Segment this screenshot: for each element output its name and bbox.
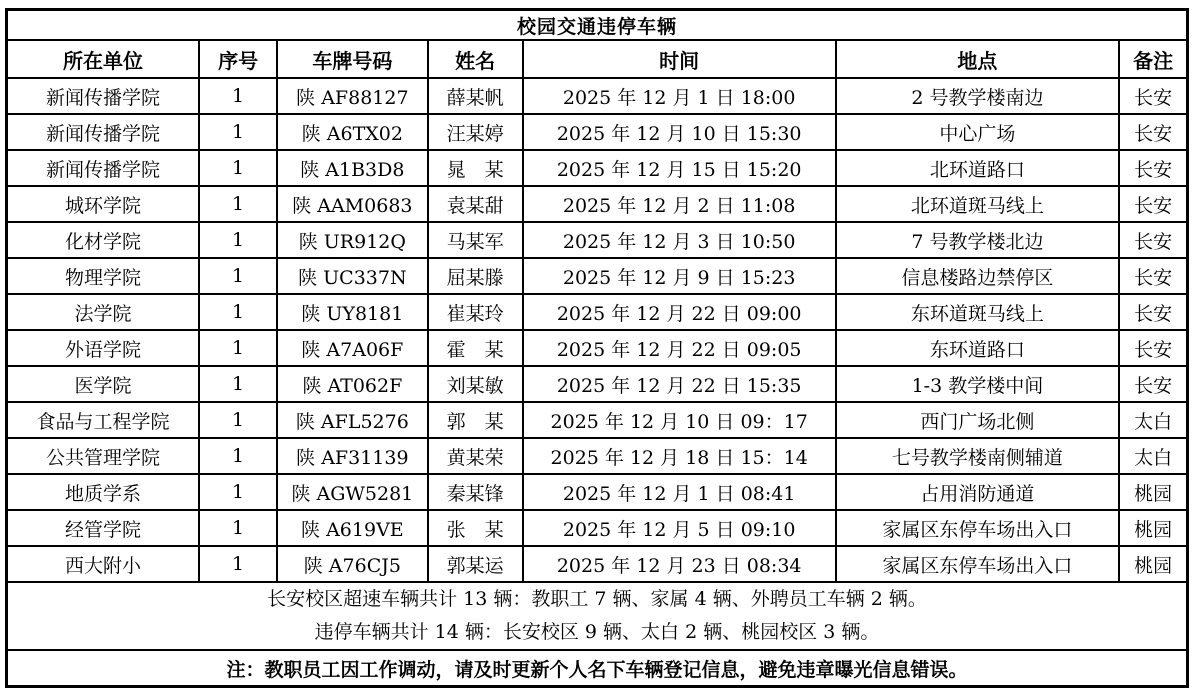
cell-remark: 长安 xyxy=(1119,78,1187,114)
document-sheet xyxy=(5,8,1189,688)
note-text: 注：教职员工因工作调动，请及时更新个人名下车辆登记信息，避免违章曝光信息错误。 xyxy=(7,650,1188,687)
cell-serial: 1 xyxy=(199,366,277,402)
cell-time: 2025 年 12 月 15 日 15:20 xyxy=(523,150,836,186)
cell-unit: 医学院 xyxy=(7,366,199,402)
cell-time: 2025 年 12 月 5 日 09:10 xyxy=(523,510,836,546)
cell-serial: 1 xyxy=(199,510,277,546)
cell-serial: 1 xyxy=(199,258,277,294)
cell-unit: 物理学院 xyxy=(7,258,199,294)
cell-remark: 长安 xyxy=(1119,114,1187,150)
table-row xyxy=(7,438,1188,474)
cell-location: 西门广场北侧 xyxy=(836,402,1120,438)
cell-serial: 1 xyxy=(199,546,277,582)
cell-name: 薛某帆 xyxy=(428,78,523,114)
page-title: 校园交通违停车辆 xyxy=(7,10,1188,41)
cell-remark: 长安 xyxy=(1119,186,1187,222)
cell-plate: 陕 A76CJ5 xyxy=(277,546,427,582)
cell-unit: 城环学院 xyxy=(7,186,199,222)
cell-remark: 长安 xyxy=(1119,294,1187,330)
cell-name: 屈某滕 xyxy=(428,258,523,294)
cell-unit: 新闻传播学院 xyxy=(7,78,199,114)
cell-plate: 陕 UR912Q xyxy=(277,222,427,258)
table-row xyxy=(7,186,1188,222)
cell-location: 七号教学楼南侧辅道 xyxy=(836,438,1120,474)
table-row xyxy=(7,510,1188,546)
cell-unit: 地质学系 xyxy=(7,474,199,510)
cell-name: 黄某荣 xyxy=(428,438,523,474)
cell-plate: 陕 AT062F xyxy=(277,366,427,402)
cell-location: 2 号教学楼南边 xyxy=(836,78,1120,114)
cell-name: 汪某婷 xyxy=(428,114,523,150)
cell-serial: 1 xyxy=(199,474,277,510)
cell-name: 晁 某 xyxy=(428,150,523,186)
table-row xyxy=(7,150,1188,186)
cell-unit: 经管学院 xyxy=(7,510,199,546)
cell-remark: 桃园 xyxy=(1119,510,1187,546)
violation-table xyxy=(5,8,1189,688)
cell-remark: 桃园 xyxy=(1119,546,1187,582)
cell-remark: 长安 xyxy=(1119,330,1187,366)
table-body xyxy=(7,10,1188,687)
column-header-location: 地点 xyxy=(836,40,1120,78)
cell-location: 1-3 教学楼中间 xyxy=(836,366,1120,402)
table-row xyxy=(7,114,1188,150)
cell-time: 2025 年 12 月 10 日 09：17 xyxy=(523,402,836,438)
cell-time: 2025 年 12 月 22 日 15:35 xyxy=(523,366,836,402)
table-row xyxy=(7,294,1188,330)
cell-plate: 陕 AFL5276 xyxy=(277,402,427,438)
cell-plate: 陕 AAM0683 xyxy=(277,186,427,222)
cell-serial: 1 xyxy=(199,150,277,186)
table-row xyxy=(7,330,1188,366)
column-header-unit: 所在单位 xyxy=(7,40,199,78)
table-row xyxy=(7,402,1188,438)
cell-time: 2025 年 12 月 18 日 15：14 xyxy=(523,438,836,474)
cell-location: 家属区东停车场出入口 xyxy=(836,510,1120,546)
cell-serial: 1 xyxy=(199,78,277,114)
cell-unit: 西大附小 xyxy=(7,546,199,582)
summary-line-parking: 违停车辆共计 14 辆：长安校区 9 辆、太白 2 辆、桃园校区 3 辆。 xyxy=(314,621,880,643)
cell-remark: 长安 xyxy=(1119,366,1187,402)
cell-location: 占用消防通道 xyxy=(836,474,1120,510)
column-header-serial: 序号 xyxy=(199,40,277,78)
table-row xyxy=(7,366,1188,402)
summary-cell xyxy=(7,582,1188,650)
cell-plate: 陕 UY8181 xyxy=(277,294,427,330)
table-row xyxy=(7,78,1188,114)
cell-plate: 陕 A6TX02 xyxy=(277,114,427,150)
cell-name: 崔某玲 xyxy=(428,294,523,330)
cell-location: 家属区东停车场出入口 xyxy=(836,546,1120,582)
cell-name: 马某军 xyxy=(428,222,523,258)
cell-plate: 陕 A1B3D8 xyxy=(277,150,427,186)
cell-time: 2025 年 12 月 23 日 08:34 xyxy=(523,546,836,582)
cell-time: 2025 年 12 月 10 日 15:30 xyxy=(523,114,836,150)
cell-plate: 陕 UC337N xyxy=(277,258,427,294)
cell-location: 信息楼路边禁停区 xyxy=(836,258,1120,294)
cell-plate: 陕 AF88127 xyxy=(277,78,427,114)
cell-name: 秦某锋 xyxy=(428,474,523,510)
column-header-remark: 备注 xyxy=(1119,40,1187,78)
cell-serial: 1 xyxy=(199,294,277,330)
column-header-plate: 车牌号码 xyxy=(277,40,427,78)
cell-time: 2025 年 12 月 22 日 09:05 xyxy=(523,330,836,366)
cell-name: 张 某 xyxy=(428,510,523,546)
cell-name: 刘某敏 xyxy=(428,366,523,402)
table-row xyxy=(7,474,1188,510)
cell-plate: 陕 AF31139 xyxy=(277,438,427,474)
cell-unit: 公共管理学院 xyxy=(7,438,199,474)
table-row xyxy=(7,222,1188,258)
cell-name: 郭某运 xyxy=(428,546,523,582)
cell-location: 北环道斑马线上 xyxy=(836,186,1120,222)
cell-time: 2025 年 12 月 1 日 18:00 xyxy=(523,78,836,114)
cell-plate: 陕 AGW5281 xyxy=(277,474,427,510)
cell-time: 2025 年 12 月 1 日 08:41 xyxy=(523,474,836,510)
cell-unit: 法学院 xyxy=(7,294,199,330)
table-row xyxy=(7,258,1188,294)
cell-unit: 新闻传播学院 xyxy=(7,114,199,150)
cell-serial: 1 xyxy=(199,402,277,438)
column-header-time: 时间 xyxy=(523,40,836,78)
cell-location: 北环道路口 xyxy=(836,150,1120,186)
cell-remark: 长安 xyxy=(1119,222,1187,258)
cell-location: 东环道斑马线上 xyxy=(836,294,1120,330)
cell-location: 中心广场 xyxy=(836,114,1120,150)
cell-time: 2025 年 12 月 3 日 10:50 xyxy=(523,222,836,258)
cell-unit: 化材学院 xyxy=(7,222,199,258)
cell-remark: 太白 xyxy=(1119,438,1187,474)
cell-serial: 1 xyxy=(199,114,277,150)
cell-name: 袁某甜 xyxy=(428,186,523,222)
cell-unit: 食品与工程学院 xyxy=(7,402,199,438)
cell-unit: 外语学院 xyxy=(7,330,199,366)
cell-time: 2025 年 12 月 22 日 09:00 xyxy=(523,294,836,330)
cell-remark: 桃园 xyxy=(1119,474,1187,510)
cell-remark: 太白 xyxy=(1119,402,1187,438)
cell-time: 2025 年 12 月 9 日 15:23 xyxy=(523,258,836,294)
note-row xyxy=(7,650,1188,687)
cell-location: 7 号教学楼北边 xyxy=(836,222,1120,258)
column-header-name: 姓名 xyxy=(428,40,523,78)
cell-name: 霍 某 xyxy=(428,330,523,366)
cell-remark: 长安 xyxy=(1119,150,1187,186)
cell-serial: 1 xyxy=(199,438,277,474)
title-row xyxy=(7,10,1188,41)
cell-unit: 新闻传播学院 xyxy=(7,150,199,186)
cell-plate: 陕 A619VE xyxy=(277,510,427,546)
cell-time: 2025 年 12 月 2 日 11:08 xyxy=(523,186,836,222)
cell-serial: 1 xyxy=(199,330,277,366)
header-row xyxy=(7,40,1188,78)
summary-line-speeding: 长安校区超速车辆共计 13 辆：教职工 7 辆、家属 4 辆、外聘员工车辆 2 辆。 xyxy=(267,588,927,610)
cell-name: 郭 某 xyxy=(428,402,523,438)
cell-remark: 长安 xyxy=(1119,258,1187,294)
table-row xyxy=(7,546,1188,582)
cell-location: 东环道路口 xyxy=(836,330,1120,366)
cell-serial: 1 xyxy=(199,186,277,222)
summary-row xyxy=(7,582,1188,650)
cell-serial: 1 xyxy=(199,222,277,258)
cell-plate: 陕 A7A06F xyxy=(277,330,427,366)
